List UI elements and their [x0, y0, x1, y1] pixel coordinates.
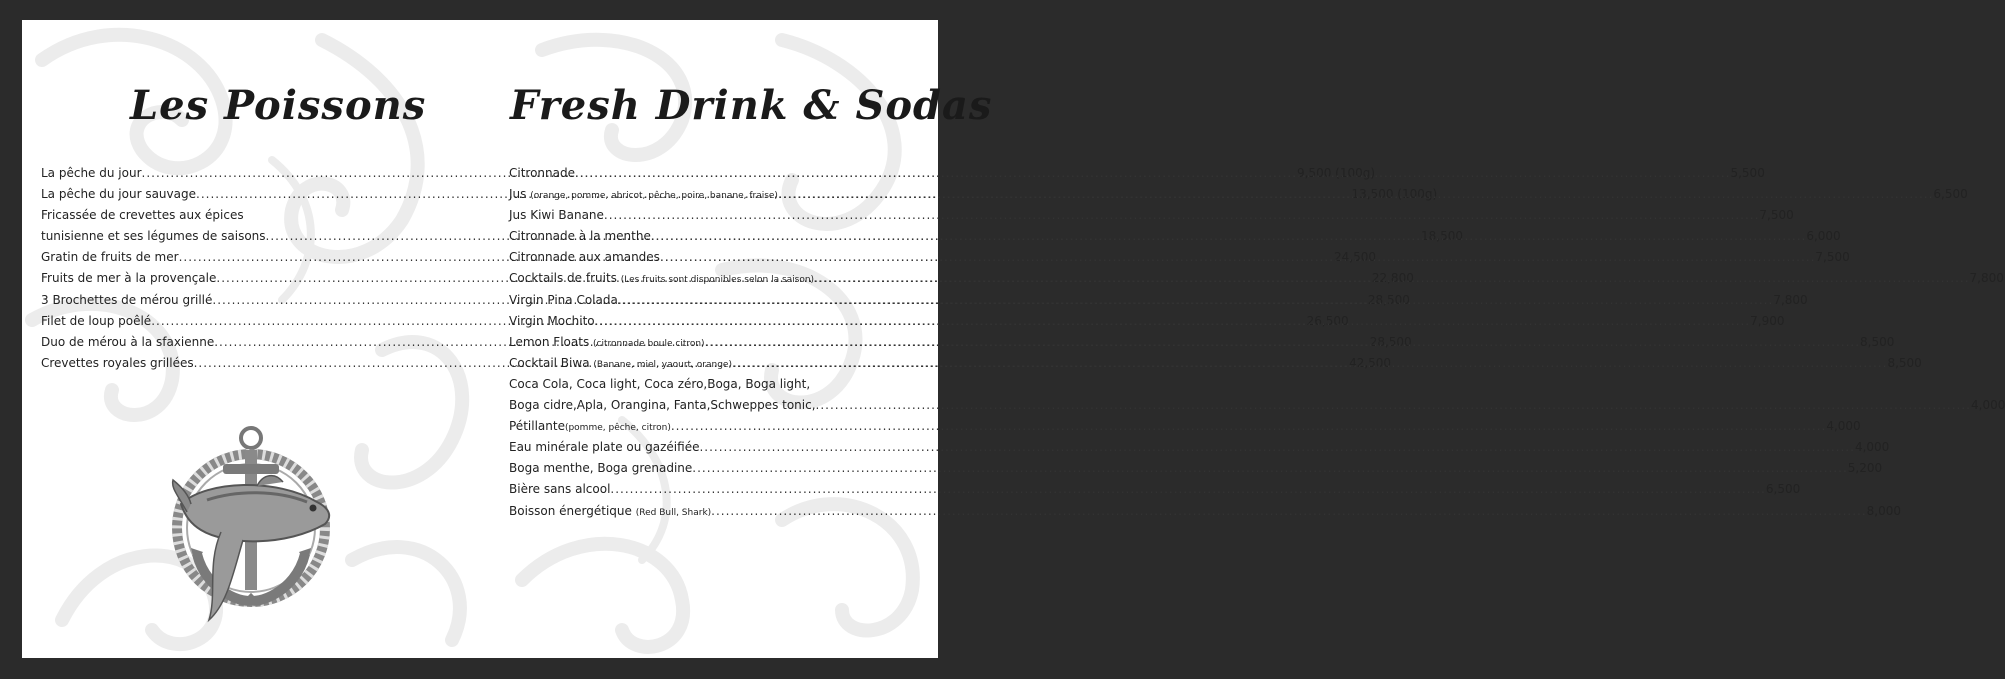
item-name: 3 Brochettes de mérou grillé	[41, 292, 213, 307]
item-name: Lemon Floats (citronnade boule citron)	[509, 334, 705, 349]
item-name: Virgin Pina Colada	[509, 292, 618, 307]
item-price: 5,500	[1730, 166, 1765, 180]
item-name: Bière sans alcool	[509, 482, 611, 497]
item-name: Citronnade	[509, 166, 575, 180]
list-item	[509, 374, 906, 395]
item-name: Crevettes royales grillées	[41, 355, 194, 370]
item-name: Eau minérale plate ou gazéifiée	[509, 440, 700, 455]
item-price: 7,800	[1773, 292, 1808, 307]
item-name: Pétillante(pomme, pêche, citron)	[509, 419, 671, 434]
section-title-poissons: Les Poissons	[130, 82, 427, 129]
item-name: Boga cidre,Apla, Orangina, Fanta,Schweppes tonic,	[509, 398, 816, 413]
menu-sheet	[22, 20, 2005, 658]
list-item	[509, 395, 2005, 416]
item-price: 4,000	[1971, 398, 2005, 413]
item-price: 8,500	[1860, 334, 1895, 349]
item-price: 4,000	[1826, 419, 1861, 434]
section-title-drinks: Fresh Drink & Sodas	[510, 82, 993, 129]
item-name: Jus (orange, pomme, abricot, pêche, poire, banane, fraise)	[509, 187, 778, 202]
item-name: Jus Kiwi Banane	[509, 208, 604, 223]
item-name: tunisienne et ses légumes de saisons	[41, 229, 266, 244]
list-item	[41, 205, 459, 226]
item-name: Duo de mérou à la sfaxienne	[41, 334, 215, 349]
item-price: 6,500	[1765, 482, 1801, 497]
item-price: 24,500	[1334, 250, 1377, 265]
list-item	[509, 437, 1890, 458]
item-name: Filet de loup poêlé	[41, 313, 152, 328]
item-name: Cocktails de fruits (Les fruits sont disponibles selon la saison)	[509, 271, 815, 286]
item-name: La pêche du jour sauvage	[41, 187, 196, 202]
item-name: Boisson énergétique (Red Bull, Shark)	[509, 503, 712, 518]
item-price: 8,000	[1866, 503, 1901, 518]
item-price: 22,800	[1371, 271, 1414, 286]
item-price: 18,500	[1420, 229, 1463, 244]
item-name: Citronnade aux amandes	[509, 250, 660, 265]
item-name: Cocktail Biwa (Banane, miel, yaourt, orange)	[509, 355, 732, 370]
item-name: Citronnade à la menthe	[509, 229, 651, 244]
list-item	[509, 458, 1883, 479]
item-price: 6,500	[1933, 187, 1968, 202]
item-price: 7,500	[1759, 208, 1794, 223]
item-price: 7,500	[1815, 250, 1850, 265]
item-price: 42,500	[1349, 355, 1392, 370]
item-price: 6,000	[1806, 229, 1841, 244]
item-price: 8,500	[1887, 355, 1922, 370]
item-price: 5,200	[1847, 461, 1883, 476]
item-price: 26,500	[1306, 313, 1349, 328]
item-price: 28,500	[1367, 292, 1410, 307]
item-price: 28,500	[1369, 334, 1412, 349]
item-name: Fricassée de crevettes aux épices	[41, 208, 244, 223]
item-price: 7,900	[1750, 313, 1785, 328]
item-name: Boga menthe, Boga grenadine	[509, 461, 693, 476]
item-name: Virgin Mochito	[509, 313, 595, 328]
item-name: Fruits de mer à la provençale	[41, 271, 217, 286]
fish-anchor-emblem-icon	[167, 424, 339, 624]
item-name: Gratin de fruits de mer	[41, 250, 179, 265]
list-item	[509, 479, 1801, 500]
item-name: Coca Cola, Coca light, Coca zéro,Boga, Boga light,	[509, 376, 811, 391]
item-price: 9,500 (100g)	[1296, 166, 1376, 180]
item-price: 13,500 (100g)	[1351, 187, 1438, 202]
list-item	[509, 501, 1901, 522]
list-item	[509, 205, 1794, 226]
list-item	[509, 416, 1861, 437]
item-name: La pêche du jour	[41, 166, 142, 180]
item-price: 7,800	[1969, 271, 2004, 286]
item-price: 4,000	[1854, 440, 1890, 455]
